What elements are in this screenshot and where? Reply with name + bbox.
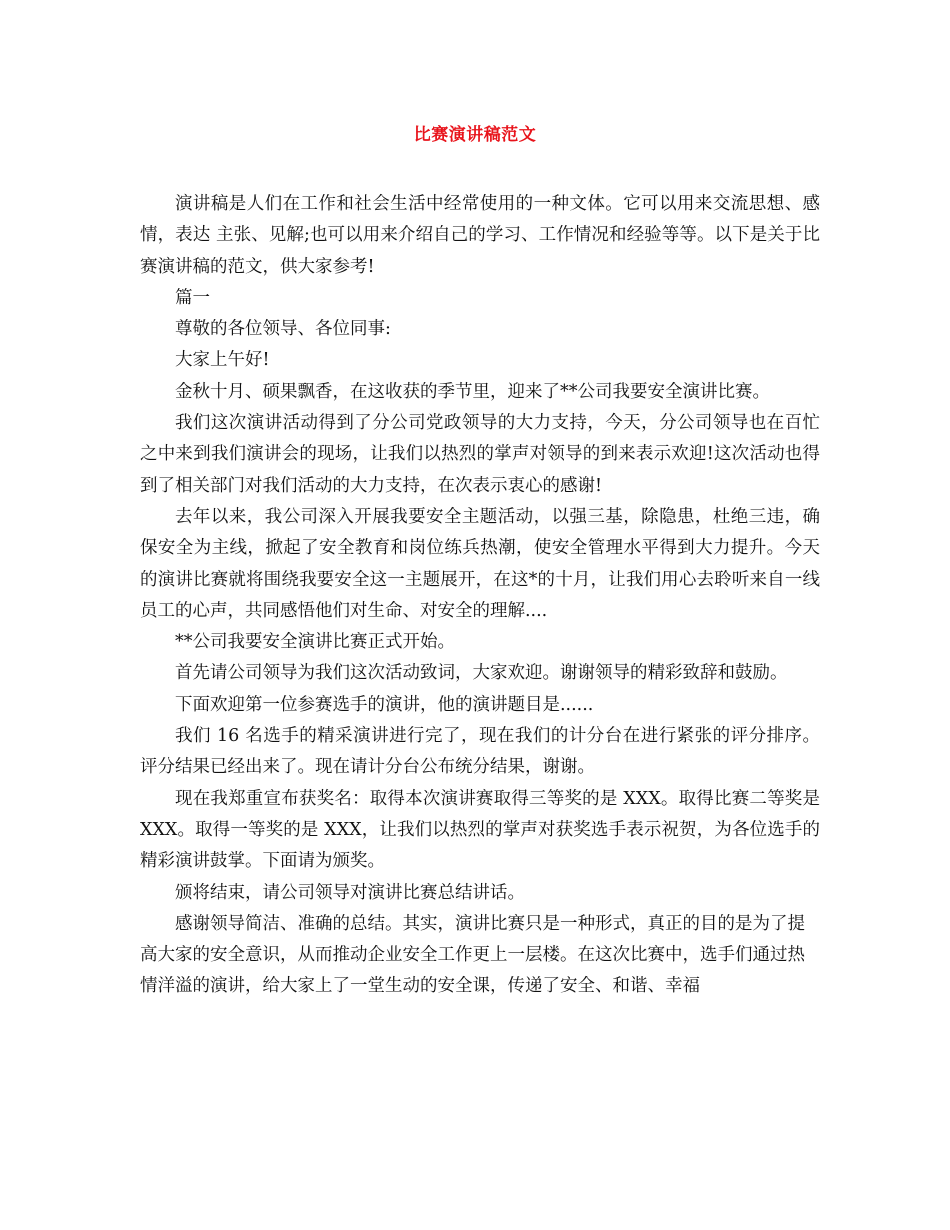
paragraph-background: 去年以来，我公司深入开展我要安全主题活动，以强三基，除隐患，杜绝三违，确保安全为主线，掀起了安全教育和岗位练兵热潮，使安全管理水平得到大力提升。今天的演讲比赛就将围绕我要安全这一主题展开，在这*的十月，让我们用心去聆听来自一线员工的心声，共同感悟他们对生命、对安全的理解.... xyxy=(140,506,820,621)
document-body xyxy=(140,189,820,1003)
document-title: 比赛演讲稿范文 xyxy=(413,125,537,145)
paragraph-welcome-leaders: 我们这次演讲活动得到了分公司党政领导的大力支持，今天，分公司领导也在百忙之中来到我们演讲会的现场，让我们以热烈的掌声对领导的到来表示欢迎!这次活动也得到了相关部门对我们活动的大力支持，在次表示衷心的感谢! xyxy=(140,413,820,496)
paragraph-greeting: 大家上午好! xyxy=(175,350,270,371)
paragraph-first-speaker: 下面欢迎第一位参赛选手的演讲，他的演讲题目是...... xyxy=(175,694,594,715)
paragraph-start: **公司我要安全演讲比赛正式开始。 xyxy=(175,632,455,653)
paragraph-section-heading: 篇一 xyxy=(175,287,210,308)
paragraph-opening: 金秋十月、硕果飘香，在这收获的季节里，迎来了**公司我要安全演讲比赛。 xyxy=(175,381,770,402)
paragraph-awards: 现在我郑重宣布获奖名：取得本次演讲赛取得三等奖的是 XXX。取得比赛二等奖是 XXX。取得一等奖的是 XXX，让我们以热烈的掌声对获奖选手表示祝贺，为各位选手的精彩演讲鼓掌。下面请为颁奖。 xyxy=(140,788,820,872)
paragraph-leader-address: 首先请公司领导为我们这次活动致词，大家欢迎。谢谢领导的精彩致辞和鼓励。 xyxy=(175,663,788,684)
paragraph-salutation: 尊敬的各位领导、各位同事: xyxy=(175,319,391,340)
paragraph-intro: 演讲稿是人们在工作和社会生活中经常使用的一种文体。它可以用来交流思想、感情，表达 主张、见解;也可以用来介绍自己的学习、工作情况和经验等等。以下是关于比赛演讲稿的范文，供大家参考! xyxy=(140,194,820,277)
paragraph-scoring: 我们 16 名选手的精采演讲进行完了，现在我们的计分台在进行紧张的评分排序。评分结果已经出来了。现在请计分台公布统分结果，谢谢。 xyxy=(140,726,820,778)
paragraph-summary-request: 颁将结束，请公司领导对演讲比赛总结讲话。 xyxy=(175,882,525,903)
paragraph-closing: 感谢领导简洁、准确的总结。其实，演讲比赛只是一种形式，真正的目的是为了提高大家的安全意识，从而推动企业安全工作更上一层楼。在这次比赛中，选手们通过热情洋溢的演讲，给大家上了一堂生动的安全课，传递了安全、和谐、幸福 xyxy=(140,913,805,997)
